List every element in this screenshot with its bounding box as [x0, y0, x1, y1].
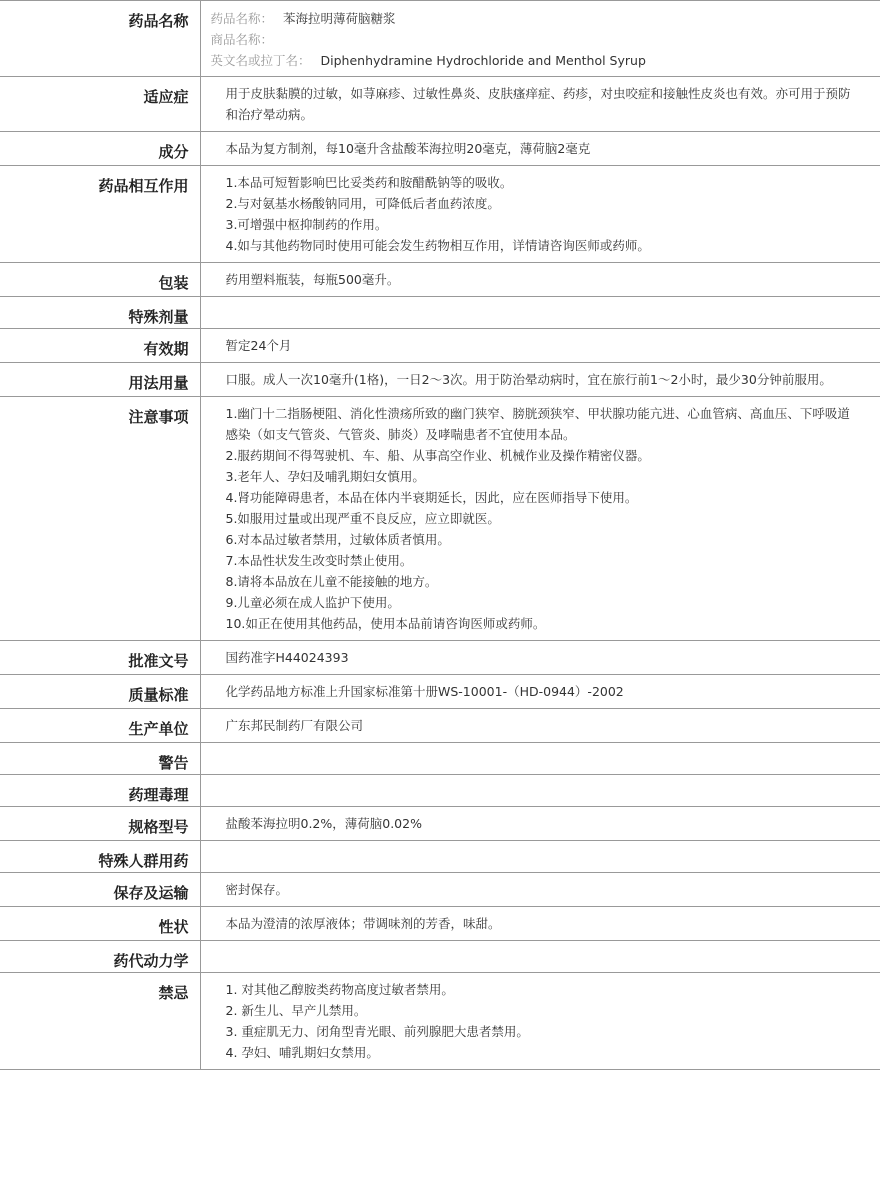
row-7 — [0, 363, 880, 397]
row-label: 警告 — [0, 743, 200, 775]
row-value — [200, 166, 880, 263]
english-name-value: Diphenhydramine Hydrochloride and Menthol Syrup — [320, 53, 646, 68]
value-line: 4.肾功能障碍患者，本品在体内半衰期延长，因此，应在医师指导下使用。 — [225, 490, 638, 505]
value-line: 6.对本品过敏者禁用，过敏体质者慎用。 — [225, 532, 450, 547]
row-label: 成分 — [0, 132, 200, 166]
row-19 — [0, 973, 880, 1070]
value-line: 7.本品性状发生改变时禁止使用。 — [225, 553, 413, 568]
row-13 — [0, 775, 880, 807]
row-label: 规格型号 — [0, 807, 200, 841]
row-14 — [0, 807, 880, 841]
value-line: 用于皮肤黏膜的过敏，如荨麻疹、过敏性鼻炎、皮肤瘙痒症、药疹，对虫咬症和接触性皮炎也有效。亦可用于预防和治疗晕动病。 — [225, 86, 851, 122]
value-line: 9.儿童必须在成人监护下使用。 — [225, 595, 400, 610]
row-label: 批准文号 — [0, 641, 200, 675]
value-line: 药用塑料瓶装，每瓶500毫升。 — [225, 272, 400, 287]
trade-name-key: 商品名称： — [210, 32, 274, 47]
english-name-key: 英文名或拉丁名： — [210, 53, 311, 68]
value-line: 盐酸苯海拉明0.2%，薄荷脑0.02% — [225, 816, 422, 831]
row-value — [200, 743, 880, 775]
value-line: 4. 孕妇、哺乳期妇女禁用。 — [225, 1045, 379, 1060]
value-line: 1.本品可短暂影响巴比妥类药和胺醋酰钠等的吸收。 — [225, 175, 513, 190]
row-value — [200, 807, 880, 841]
row-10 — [0, 675, 880, 709]
row-label: 性状 — [0, 907, 200, 941]
row-label: 适应症 — [0, 77, 200, 132]
generic-name-key: 药品名称： — [210, 11, 274, 26]
row-2 — [0, 132, 880, 166]
value-line: 2. 新生儿、早产儿禁用。 — [225, 1003, 367, 1018]
row-18 — [0, 941, 880, 973]
value-line: 3. 重症肌无力、闭角型青光眼、前列腺肥大患者禁用。 — [225, 1024, 529, 1039]
row-drug-name — [0, 1, 880, 77]
value-line: 本品为复方制剂，每10毫升含盐酸苯海拉明20毫克，薄荷脑2毫克 — [225, 141, 591, 156]
row-label: 特殊人群用药 — [0, 841, 200, 873]
row-value — [200, 941, 880, 973]
row-value — [200, 329, 880, 363]
value-line: 密封保存。 — [225, 882, 289, 897]
row-value — [200, 641, 880, 675]
row-value — [200, 132, 880, 166]
row-4 — [0, 263, 880, 297]
name-cell — [200, 1, 880, 77]
row-9 — [0, 641, 880, 675]
trade-name-line — [211, 29, 880, 50]
value-line: 国药准字H44024393 — [225, 650, 349, 665]
row-15 — [0, 841, 880, 873]
value-line: 2.与对氨基水杨酸钠同用，可降低后者血药浓度。 — [225, 196, 500, 211]
value-line: 10.如正在使用其他药品，使用本品前请咨询医师或药师。 — [225, 616, 546, 631]
row-value — [200, 675, 880, 709]
row-label: 药代动力学 — [0, 941, 200, 973]
value-line: 广东邦民制药厂有限公司 — [225, 718, 364, 733]
row-12 — [0, 743, 880, 775]
generic-name-value: 苯海拉明薄荷脑糖浆 — [283, 11, 396, 26]
row-value — [200, 77, 880, 132]
value-line: 2.服药期间不得驾驶机、车、船、从事高空作业、机械作业及操作精密仪器。 — [225, 448, 650, 463]
row-label: 药品相互作用 — [0, 166, 200, 263]
value-line: 1.幽门十二指肠梗阻、消化性溃疡所致的幽门狭窄、膀胱颈狭窄、甲状腺功能亢进、心血管病、高血压、下呼吸道感染（如支气管炎、气管炎、肺炎）及哮喘患者不宜使用本品。 — [225, 406, 850, 442]
row-label: 禁忌 — [0, 973, 200, 1070]
row-label: 注意事项 — [0, 397, 200, 641]
generic-name-line — [211, 8, 880, 29]
row-value — [200, 397, 880, 641]
row-value — [200, 841, 880, 873]
english-name-line — [211, 50, 880, 71]
row-value — [200, 263, 880, 297]
value-line: 口服。成人一次10毫升(1格)，一日2～3次。用于防治晕动病时，宜在旅行前1～2小时，最少30分钟前服用。 — [225, 372, 832, 387]
row-label: 有效期 — [0, 329, 200, 363]
row-label: 生产单位 — [0, 709, 200, 743]
row-1 — [0, 77, 880, 132]
row-label: 特殊剂量 — [0, 297, 200, 329]
row-3 — [0, 166, 880, 263]
value-line: 1. 对其他乙醇胺类药物高度过敏者禁用。 — [225, 982, 454, 997]
row-value — [200, 775, 880, 807]
row-6 — [0, 329, 880, 363]
row-label: 用法用量 — [0, 363, 200, 397]
value-line: 暂定24个月 — [225, 338, 292, 353]
row-value — [200, 709, 880, 743]
row-label: 质量标准 — [0, 675, 200, 709]
row-label: 包装 — [0, 263, 200, 297]
row-17 — [0, 907, 880, 941]
row-11 — [0, 709, 880, 743]
value-line: 化学药品地方标准上升国家标准第十册WS-10001-（HD-0944）-2002 — [225, 684, 624, 699]
value-line: 4.如与其他药物同时使用可能会发生药物相互作用，详情请咨询医师或药师。 — [225, 238, 650, 253]
row-8 — [0, 397, 880, 641]
row-value — [200, 297, 880, 329]
row-16 — [0, 873, 880, 907]
value-line: 8.请将本品放在儿童不能接触的地方。 — [225, 574, 438, 589]
row-value — [200, 907, 880, 941]
value-line: 3.老年人、孕妇及哺乳期妇女慎用。 — [225, 469, 425, 484]
value-line: 5.如服用过量或出现严重不良反应，应立即就医。 — [225, 511, 500, 526]
row-label: 药品名称 — [0, 1, 200, 77]
row-value — [200, 973, 880, 1070]
row-5 — [0, 297, 880, 329]
row-value — [200, 873, 880, 907]
row-label: 药理毒理 — [0, 775, 200, 807]
value-line: 3.可增强中枢抑制药的作用。 — [225, 217, 388, 232]
row-label: 保存及运输 — [0, 873, 200, 907]
value-line: 本品为澄清的浓厚液体；带调味剂的芳香，味甜。 — [225, 916, 501, 931]
row-value — [200, 363, 880, 397]
